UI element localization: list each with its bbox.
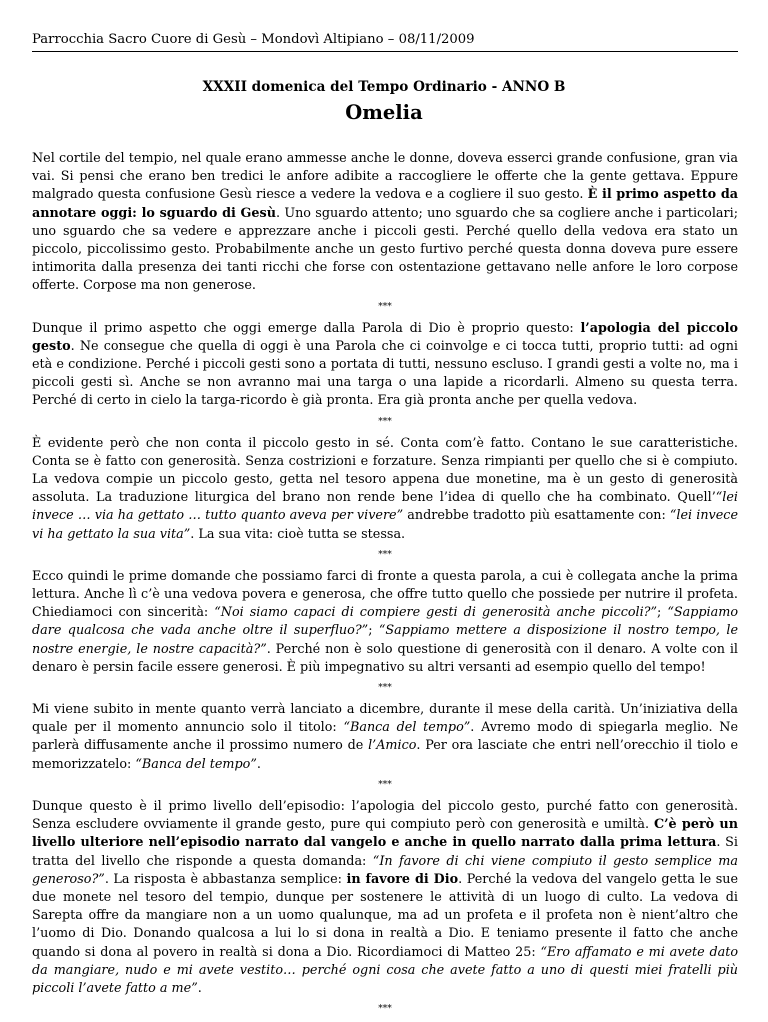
text-run: Nel cortile del tempio, nel quale erano ammesse anche le donne, doveva esserci grande confusione, gran via vai. Si pensi che erano ben tredici le anfore adibite a raccogliere le offerte che la gente gettava. Eppure malgrado questa confusione Gesù riesce a vedere la vedova e a cogliere il suo gesto.	[32, 151, 738, 203]
paragraph-4	[32, 568, 738, 677]
text-run: . La sua vita: cioè tutta se stessa.	[190, 526, 406, 542]
text-run: . Uno sguardo attento; uno sguardo che sa cogliere anche i particolari; uno sguardo che sa vedere e apprezzare anche i piccoli gesti. Perché quello della vedova era stato un piccolo, piccolissimo gesto. Probabilmente anche un gesto furtivo perché questa donna doveva pure essere intimorita dalla presenza dei tanti ricchi che forse con ostentazione gettavano nelle anfore le loro corpose offerte. Corpose ma non generose.	[32, 205, 738, 294]
text-run: . Si tratta del livello che risponde a questa domanda:	[32, 835, 738, 869]
section-separator: ***	[378, 416, 392, 427]
section-separator: ***	[378, 301, 392, 312]
quote-run: “lei invece … via ha gettato … tutto quanto aveva per vivere”	[32, 490, 738, 524]
paragraph-6	[32, 798, 738, 998]
paragraph-3	[32, 435, 738, 544]
quote-run: “Banca del tempo”	[135, 756, 257, 772]
paragraph-5	[32, 701, 738, 774]
text-run: . Ne consegue che quella di oggi è una Parola che ci coinvolge e ci tocca tutti, proprio tutti: ad ogni età e condizione. Perché i piccoli gesti sono a portata di tutti, nessuno escluso. I grandi gesti a volte no, ma i piccoli gesti sì. Anche se non avranno mai una targa o una lapide a ricordarli. Almeno su questa terra. Perché di certo in cielo la targa-ricordo è già pronta. Era già pronta anche per quella vedova.	[32, 338, 738, 409]
quote-run: “Sappiamo mettere a disposizione il nostro tempo, le nostre energie, le nostre capacità?”	[32, 623, 738, 657]
text-run: Dunque il primo aspetto che oggi emerge dalla Parola di Dio è proprio questo:	[32, 320, 581, 336]
page-header: Parrocchia Sacro Cuore di Gesù – Mondovì Altipiano – 08/11/2009	[32, 32, 475, 47]
text-run: . Avremo modo di spiegarla meglio. Ne parlerà diffusamente anche il prossimo numero de	[32, 720, 738, 754]
liturgical-subtitle: XXXII domenica del Tempo Ordinario - ANNO B	[202, 79, 566, 95]
page-title: Omelia	[345, 101, 423, 124]
quote-run: “Ero affamato e mi avete dato da mangiare, nudo e mi avete vestito… perché ogni cosa che avete fatto a uno di questi miei fratelli più piccoli l’avete fatto a me”	[32, 944, 739, 996]
text-run: . Perché non è solo questione di generosità con il denaro. A volte con il denaro è persin facile essere generosi. È più impegnativo su altri versanti ad esempio quello del tempo!	[32, 641, 738, 675]
text-run: . La risposta è abbastanza semplice:	[104, 871, 347, 887]
text-run: . Perché la vedova del vangelo getta le sue due monete nel tesoro del tempio, dunque per sostenere le attività di un luogo di culto. La vedova di Sarepta offre da mangiare non a un uomo qualunque, ma ad un profeta e il profeta non è nient’altro che l’uomo di Dio. Donando qualcosa a lui lo si dona in realtà a Dio. E teniamo presente il fatto che anche quando si dona al povero in realtà si dona a Dio. Ricordiamoci di Matteo 25:	[32, 871, 738, 960]
header-divider	[32, 51, 738, 52]
paragraph-2	[32, 320, 738, 411]
quote-run: “lei invece vi ha gettato la sua vita”	[32, 508, 738, 542]
bold-run: l’apologia del piccolo gesto	[32, 320, 738, 354]
text-run: .	[197, 980, 202, 996]
section-separator: ***	[378, 683, 392, 694]
text-run: Dunque questo è il primo livello dell’episodio: l’apologia del piccolo gesto, purché fatto con generosità. Senza escludere ovviamente il grande gesto, pure qui compiuto però con generosità e umiltà.	[32, 798, 738, 833]
text-run: .	[256, 756, 261, 772]
quote-run: “In favore di chi viene compiuto il gesto semplice ma generoso?”	[32, 853, 738, 887]
quote-run: “Sappiamo dare qualcosa che vada anche oltre il superfluo?”	[32, 605, 738, 639]
text-run: andrebbe tradotto più esattamente con:	[403, 508, 670, 524]
homily-body	[32, 150, 738, 1022]
quote-run: “Banca del tempo”	[343, 720, 471, 736]
quote-run: “Noi siamo capaci di compiere gesti di generosità anche piccoli?”	[214, 605, 658, 621]
paragraph-1	[32, 150, 738, 296]
section-separator: ***	[378, 779, 392, 790]
text-run: È evidente però che non conta il piccolo gesto in sé. Conta com’è fatto. Contano le sue caratteristiche. Conta se è fatto con generosità. Senza costrizioni e forzature. Senza rimpianti per quello che si è compiuto. La vedova compie un piccolo gesto, getta nel tesoro appena due monetine, ma è un gesto di generosità assoluta. La traduzione liturgica del brano non rende bene l’idea di quello che ha combinato. Quell’	[32, 435, 738, 506]
section-separator: ***	[378, 549, 392, 560]
section-separator: ***	[378, 1004, 392, 1015]
text-run: . Per ora lasciate che entri nell’orecchio il tiolo e memorizzatelo:	[32, 738, 738, 772]
text-run: Mi viene subito in mente quanto verrà lanciato a dicembre, durante il mese della carità. Un’iniziativa della quale per il momento annuncio solo il titolo:	[32, 702, 738, 736]
quote-run: l’Amico	[368, 738, 417, 754]
text-run: Ecco quindi le prime domande che possiamo farci di fronte a questa parola, a cui è collegata anche la prima lettura. Anche lì c’è una vedova povera e generosa, che offre tutto quello che possiede per nutrire il profeta. Chiediamoci con sincerità:	[32, 568, 738, 621]
bold-run: C’è però un livello ulteriore nell’episodio narrato dal vangelo e anche in quello narrato dalla prima lettura	[32, 817, 738, 851]
text-run: ;	[657, 605, 668, 621]
bold-run: in favore di Dio	[346, 871, 459, 887]
bold-run: È il primo aspetto da annotare oggi: lo sguardo di Gesù	[32, 187, 738, 221]
text-run: ;	[368, 623, 379, 639]
